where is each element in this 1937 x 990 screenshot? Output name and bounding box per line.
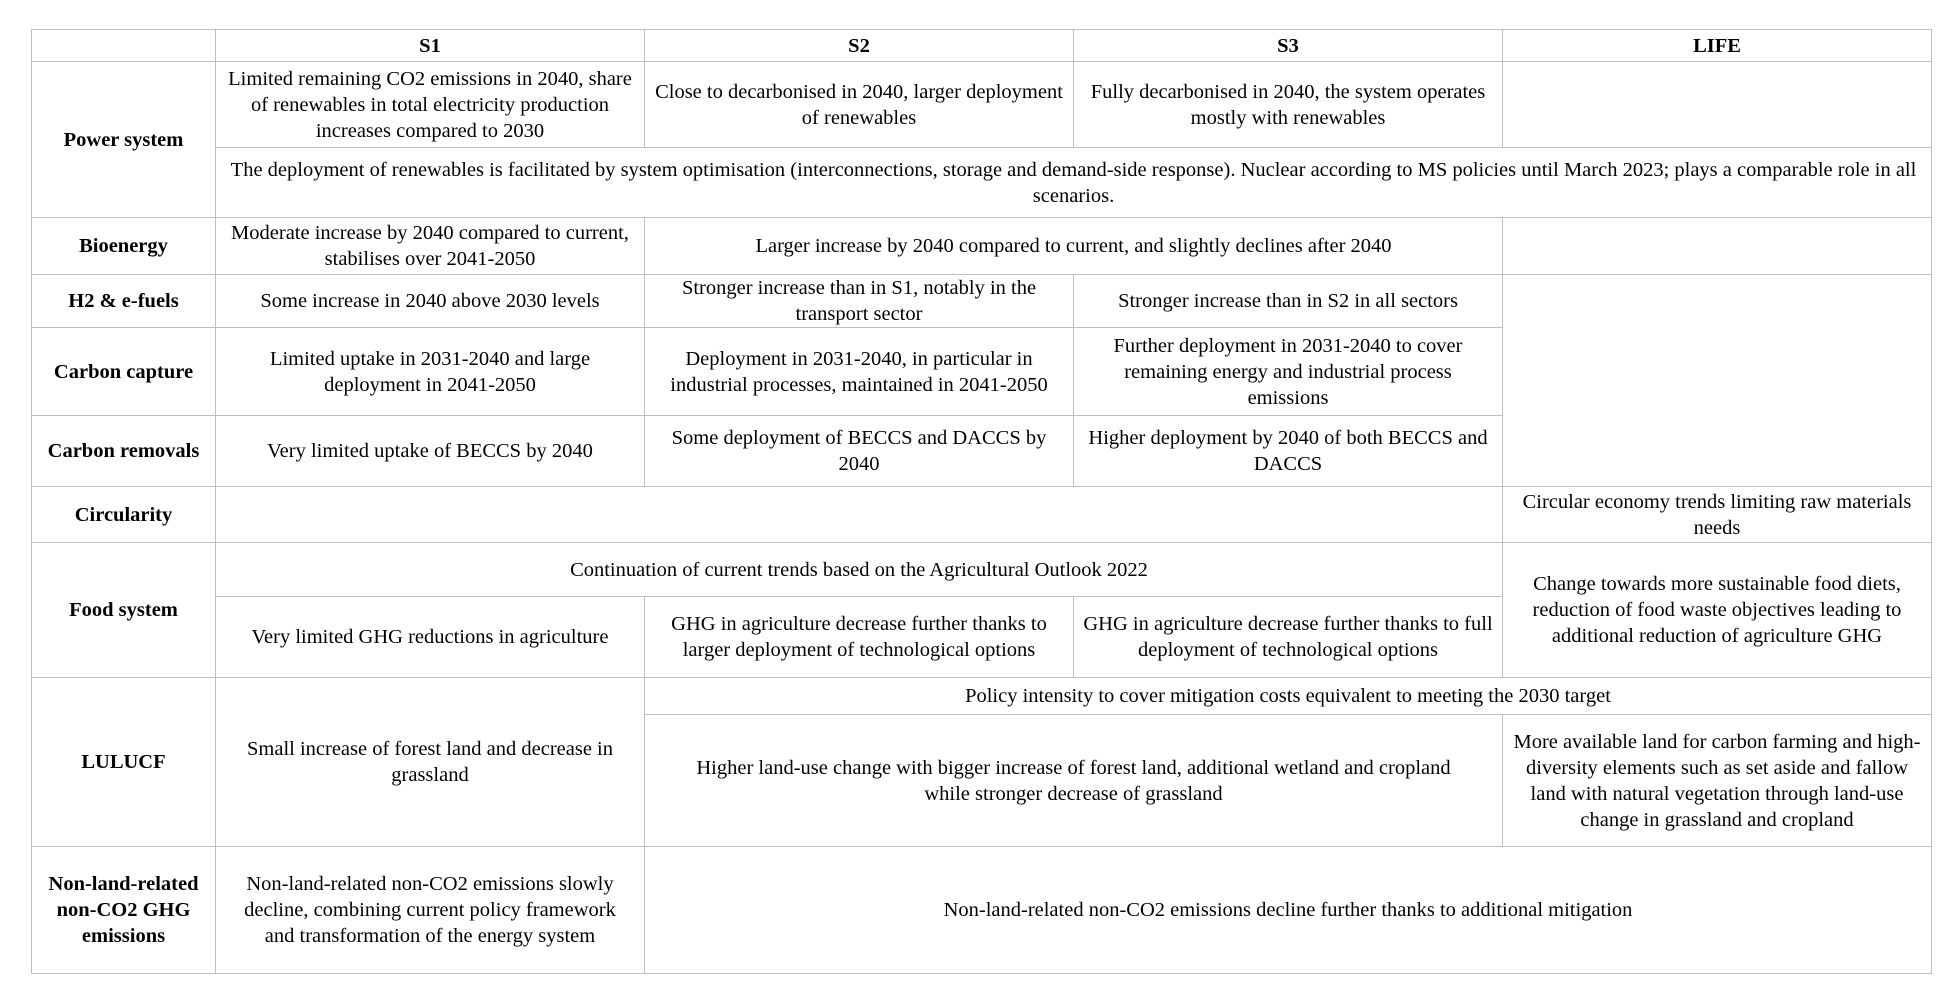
row-label-bioenergy: Bioenergy: [32, 218, 216, 275]
header-row: [32, 30, 1932, 62]
row-label-power-system: Power system: [32, 62, 216, 218]
cell-capture-s2: Deployment in 2031-2040, in particular in industrial processes, maintained in 2041-2050: [645, 328, 1074, 416]
cell-capture-s1: Limited uptake in 2031-2040 and large deployment in 2041-2050: [216, 328, 645, 416]
header-s3: S3: [1074, 30, 1503, 62]
cell-lulucf-life: More available land for carbon farming and high-diversity elements such as set aside and fallow land with natural vegetation through land-use change in grassland and cropland: [1503, 715, 1932, 847]
row-bioenergy: [32, 218, 1932, 275]
row-label-lulucf: LULUCF: [32, 678, 216, 847]
cell-lulucf-s1: Small increase of forest land and decrease in grassland: [216, 678, 645, 847]
cell-power-s3: Fully decarbonised in 2040, the system operates mostly with renewables: [1074, 62, 1503, 148]
cell-h2-s2: Stronger increase than in S1, notably in the transport sector: [645, 275, 1074, 328]
cell-h2-s1: Some increase in 2040 above 2030 levels: [216, 275, 645, 328]
cell-removals-s1: Very limited uptake of BECCS by 2040: [216, 416, 645, 487]
cell-food-shared: Continuation of current trends based on the Agricultural Outlook 2022: [216, 543, 1503, 597]
cell-food-s1: Very limited GHG reductions in agriculture: [216, 597, 645, 678]
row-label-food-system: Food system: [32, 543, 216, 678]
cell-power-s2: Close to decarbonised in 2040, larger deployment of renewables: [645, 62, 1074, 148]
scenario-comparison-table: [31, 29, 1932, 974]
cell-bioenergy-s1: Moderate increase by 2040 compared to current, stabilises over 2041-2050: [216, 218, 645, 275]
cell-power-shared: The deployment of renewables is facilitated by system optimisation (interconnections, storage and demand-side response). Nuclear according to MS policies until March 2023; plays a comparable role in all scenarios.: [216, 148, 1932, 218]
cell-food-s2: GHG in agriculture decrease further thanks to larger deployment of technological options: [645, 597, 1074, 678]
cell-bioenergy-life: [1503, 218, 1932, 275]
cell-capture-s3: Further deployment in 2031-2040 to cover remaining energy and industrial process emissions: [1074, 328, 1503, 416]
row-circularity: [32, 487, 1932, 543]
cell-power-life: [1503, 62, 1932, 148]
row-label-h2-efuels: H2 & e-fuels: [32, 275, 216, 328]
header-life: LIFE: [1503, 30, 1932, 62]
cell-food-life: Change towards more sustainable food diets, reduction of food waste objectives leading to additional reduction of agriculture GHG: [1503, 543, 1932, 678]
cell-non-co2-s1: Non-land-related non-CO2 emissions slowly decline, combining current policy framework and transformation of the energy system: [216, 847, 645, 974]
row-non-co2: [32, 847, 1932, 974]
cell-h2-removals-life: [1503, 275, 1932, 487]
row-label-carbon-removals: Carbon removals: [32, 416, 216, 487]
cell-circularity-life: Circular economy trends limiting raw materials needs: [1503, 487, 1932, 543]
row-power-shared: [32, 148, 1932, 218]
cell-removals-s3: Higher deployment by 2040 of both BECCS and DACCS: [1074, 416, 1503, 487]
cell-circularity-s1-s3: [216, 487, 1503, 543]
row-h2-efuels: [32, 275, 1932, 328]
header-s2: S2: [645, 30, 1074, 62]
cell-lulucf-s2-s3: Higher land-use change with bigger increase of forest land, additional wetland and cropland while stronger decrease of grassland: [645, 715, 1503, 847]
cell-non-co2-s2-life: Non-land-related non-CO2 emissions decline further thanks to additional mitigation: [645, 847, 1932, 974]
row-power-system: [32, 62, 1932, 148]
cell-power-s1: Limited remaining CO2 emissions in 2040, share of renewables in total electricity production increases compared to 2030: [216, 62, 645, 148]
row-food-system: [32, 543, 1932, 597]
row-label-carbon-capture: Carbon capture: [32, 328, 216, 416]
cell-food-s3: GHG in agriculture decrease further thanks to full deployment of technological options: [1074, 597, 1503, 678]
row-lulucf: [32, 678, 1932, 715]
cell-removals-s2: Some deployment of BECCS and DACCS by 2040: [645, 416, 1074, 487]
row-label-non-co2: Non-land-related non-CO2 GHG emissions: [32, 847, 216, 974]
corner-cell: [32, 30, 216, 62]
cell-bioenergy-s2-s3: Larger increase by 2040 compared to current, and slightly declines after 2040: [645, 218, 1503, 275]
cell-h2-s3: Stronger increase than in S2 in all sectors: [1074, 275, 1503, 328]
cell-lulucf-shared: Policy intensity to cover mitigation costs equivalent to meeting the 2030 target: [645, 678, 1932, 715]
header-s1: S1: [216, 30, 645, 62]
row-label-circularity: Circularity: [32, 487, 216, 543]
